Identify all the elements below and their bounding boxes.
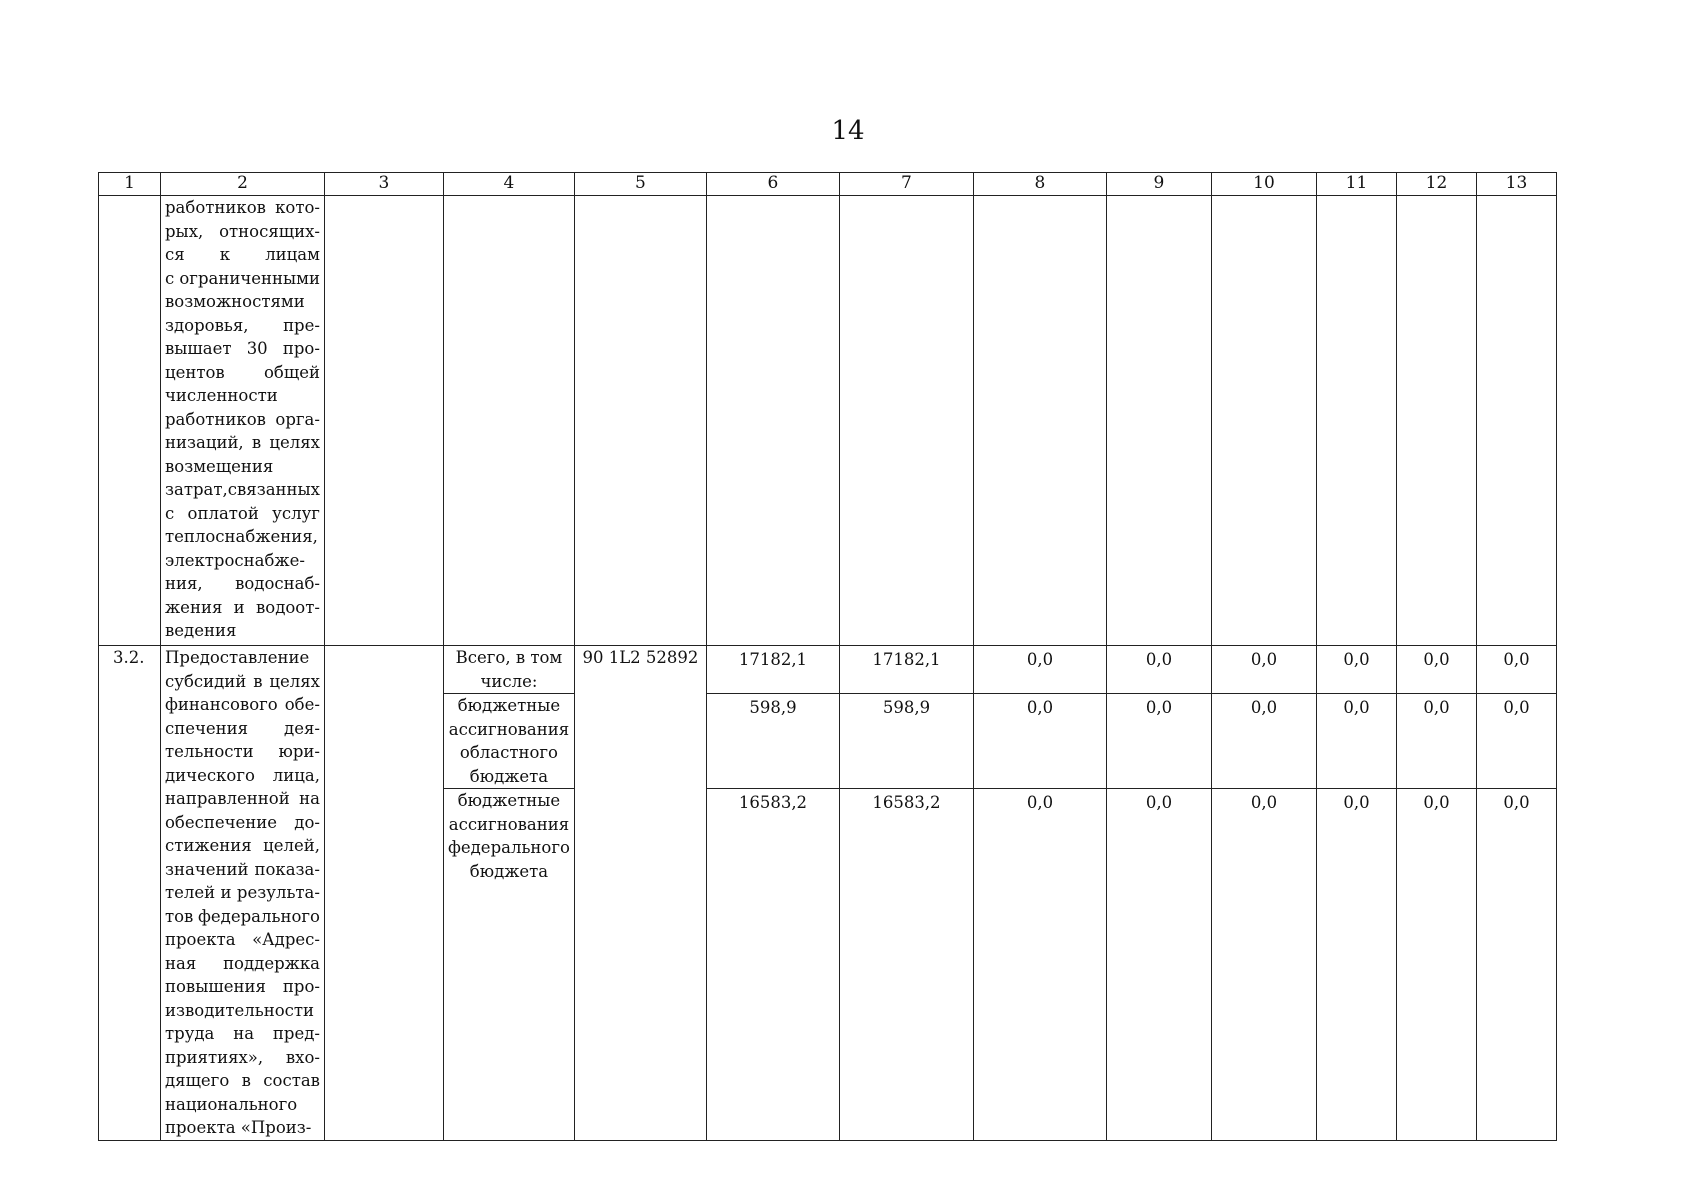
description-line: спечения дея- (165, 718, 320, 738)
value-cell: 598,9 (706, 694, 839, 789)
description-line: труда на пред- (165, 1024, 320, 1043)
description-line: ведения (165, 621, 237, 640)
description-line: вышает 30 про- (165, 339, 320, 358)
description-line: ная поддержка (165, 953, 320, 973)
description-line: направленной на (165, 789, 320, 808)
description-line: возмещения (165, 456, 274, 476)
value-cell: 0,0 (1316, 789, 1396, 1141)
description-line: ния, водоснаб- (165, 574, 320, 593)
description-line: стижения целей, (165, 836, 320, 855)
budget-table (98, 172, 1557, 1141)
header-row (99, 173, 1557, 196)
description-line: телей и результа- (165, 883, 320, 902)
header-cell: 4 (443, 173, 574, 196)
description-line: национального (165, 1094, 298, 1114)
description-line: жения и водоот- (165, 597, 320, 617)
description-line: с оплатой услуг (165, 503, 320, 523)
description-line: рых, относящих- (165, 221, 320, 241)
description-line: работников орга- (165, 409, 320, 429)
description-line: изводительности (165, 1000, 315, 1020)
empty-cell (706, 196, 839, 646)
value-cell: 0,0 (1396, 789, 1476, 1141)
header-cell: 5 (574, 173, 706, 196)
empty-cell (1316, 196, 1396, 646)
empty-cell (574, 196, 706, 646)
value-cell: 598,9 (839, 694, 973, 789)
empty-cell (324, 196, 443, 646)
value-cell: 0,0 (1316, 694, 1396, 789)
empty-cell (1106, 196, 1211, 646)
value-cell: 16583,2 (839, 789, 973, 1141)
header-cell: 7 (839, 173, 973, 196)
value-cell: 0,0 (1211, 694, 1316, 789)
value-cell: 0,0 (1106, 789, 1211, 1141)
empty-cell (1396, 196, 1476, 646)
header-cell: 8 (973, 173, 1106, 196)
description-line: тов федерального (165, 906, 320, 926)
header-cell: 3 (324, 173, 443, 196)
value-cell: 0,0 (1106, 694, 1211, 789)
value-cell: 0,0 (1396, 694, 1476, 789)
empty-cell (324, 646, 443, 1141)
continuation-description (161, 196, 325, 646)
description-line: работников кото- (165, 198, 320, 217)
value-cell: 0,0 (973, 646, 1106, 694)
empty-cell (443, 196, 574, 646)
description-line: финансового обе- (165, 695, 320, 714)
description-line: дящего в состав (165, 1071, 320, 1090)
description-line: затрат, связанных (165, 480, 320, 499)
header-cell: 6 (706, 173, 839, 196)
value-cell: 0,0 (1476, 789, 1556, 1141)
continuation-description-text (165, 196, 320, 643)
description-line: проекта «Произ- (165, 1118, 312, 1137)
source-label-federal: бюджетные ассигнования федерального бюджета (443, 789, 574, 1141)
budget-code: 90 1L2 52892 (574, 646, 706, 1141)
value-cell: 0,0 (1396, 646, 1476, 694)
description-line: приятиях», вхо- (165, 1047, 320, 1067)
source-label-regional: бюджетные ассигнования областного бюджета (443, 694, 574, 789)
row-description (161, 646, 325, 1141)
description-line: численности (165, 386, 278, 405)
value-cell: 0,0 (1211, 646, 1316, 694)
description-line: с ограниченными (165, 268, 320, 288)
description-line: центов общей (165, 362, 320, 382)
value-cell: 0,0 (973, 694, 1106, 789)
row-description-text (165, 646, 320, 1140)
header-cell: 1 (99, 173, 161, 196)
empty-cell (973, 196, 1106, 646)
value-cell: 0,0 (1106, 646, 1211, 694)
value-cell: 0,0 (1476, 646, 1556, 694)
value-cell: 0,0 (1211, 789, 1316, 1141)
description-line: теплоснабжения, (165, 527, 318, 546)
description-line: низаций, в целях (165, 433, 320, 452)
header-cell: 2 (161, 173, 325, 196)
empty-cell (1211, 196, 1316, 646)
value-cell: 0,0 (1316, 646, 1396, 694)
row-number: 3.2. (99, 646, 161, 1141)
description-line: повышения про- (165, 977, 320, 996)
description-line: здоровья, пре- (165, 315, 320, 335)
description-line: субсидий в целях (165, 671, 320, 691)
value-cell: 17182,1 (706, 646, 839, 694)
continuation-number-cell (99, 196, 161, 646)
description-line: Предоставление (165, 648, 310, 667)
continuation-row (99, 196, 1557, 646)
value-cell: 0,0 (1476, 694, 1556, 789)
description-line: электроснабже- (165, 550, 305, 570)
row-3-2-total (99, 646, 1557, 694)
description-line: ся к лицам (165, 245, 320, 264)
description-line: проекта «Адрес- (165, 930, 320, 949)
value-cell: 17182,1 (839, 646, 973, 694)
header-cell: 10 (1211, 173, 1316, 196)
header-cell: 13 (1476, 173, 1556, 196)
description-line: значений показа- (165, 859, 320, 879)
description-line: возможностями (165, 292, 305, 311)
description-line: тельности юри- (165, 742, 320, 761)
header-cell: 9 (1106, 173, 1211, 196)
empty-cell (839, 196, 973, 646)
description-line: обеспечение до- (165, 812, 320, 832)
source-label-total: Всего, в том числе: (443, 646, 574, 694)
empty-cell (1476, 196, 1556, 646)
description-line: дического лица, (165, 765, 320, 785)
header-cell: 12 (1396, 173, 1476, 196)
value-cell: 16583,2 (706, 789, 839, 1141)
header-cell: 11 (1316, 173, 1396, 196)
value-cell: 0,0 (973, 789, 1106, 1141)
page-number: 14 (831, 116, 865, 146)
